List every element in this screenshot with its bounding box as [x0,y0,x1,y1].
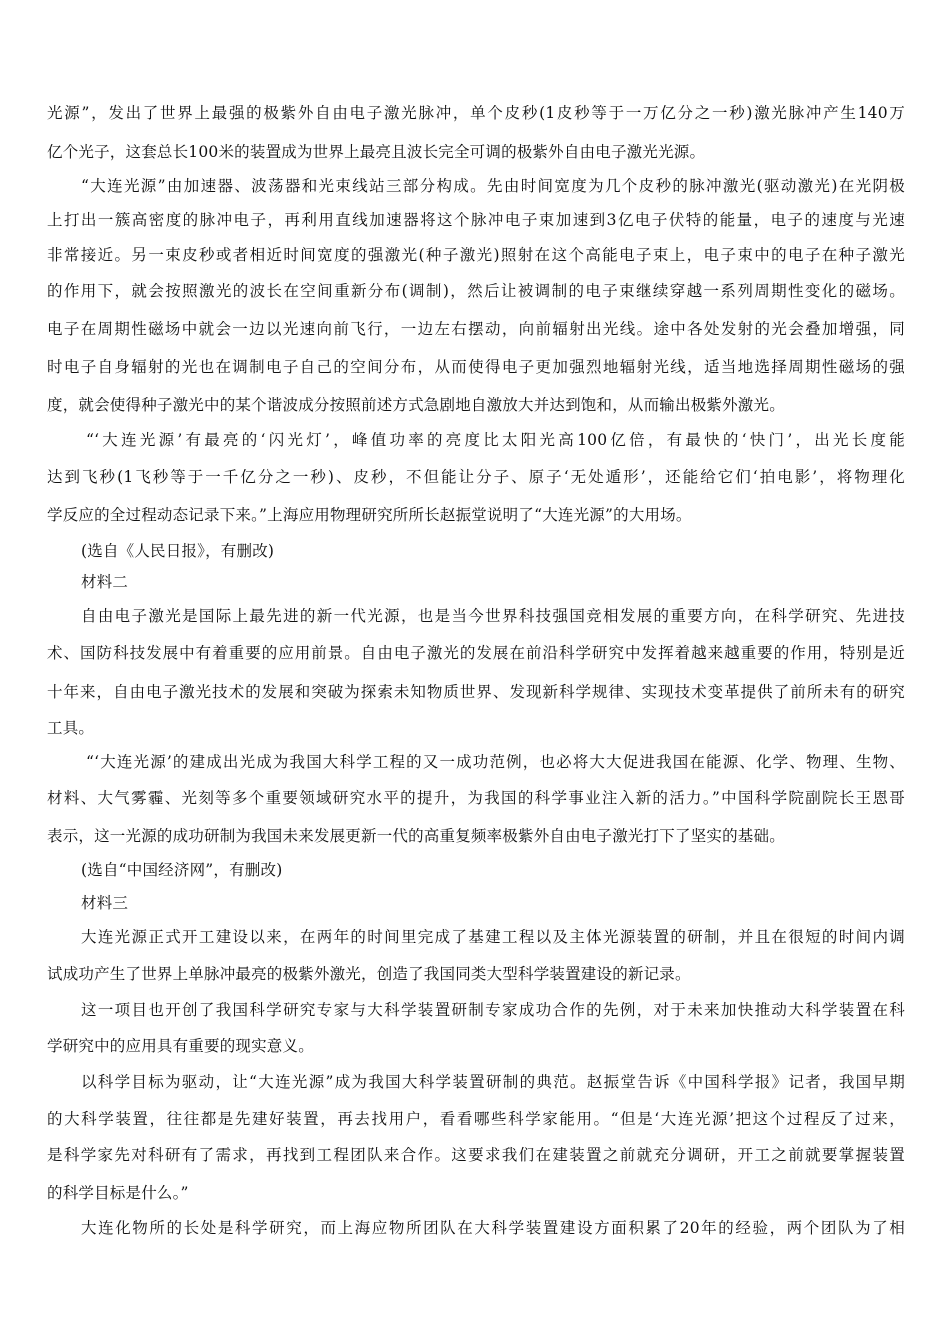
text-line: 是科学家先对科研有了需求，再找到工程团队来合作。这要求我们在建装置之前就充分调研，开工之前就要掌握装置 [47,1146,905,1164]
text-line: 的大科学装置，往往都是先建好装置，再去找用户，看看哪些科学家能用。“但是‘大连光源’把这个过程反了过来， [47,1110,905,1128]
paragraph-first-line: “‘大连光源’的建成出光成为我国大科学工程的又一成功范例，也必将大大促进我国在能源、化学、物理、生物、 [86,753,905,771]
text-line: 的作用下，就会按照激光的波长在空间重新分布(调制)，然后让被调制的电子束继续穿越一系列周期性变化的磁场。 [47,282,905,300]
source-citation: (选自“中国经济网”，有删改) [81,861,283,879]
paragraph-first-line: 大连光源正式开工建设以来，在两年的时间里完成了基建工程以及主体光源装置的研制，并且在很短的时间内调 [81,928,905,946]
paragraph-first-line: 这一项目也开创了我国科学研究专家与大科学装置研制专家成功合作的先例，对于未来加快推动大科学装置在科 [81,1001,905,1019]
section-heading: 材料二 [81,573,129,591]
text-line: 的科学目标是什么。” [47,1184,189,1202]
text-line: 电子在周期性磁场中就会一边以光速向前飞行，一边左右摆动，向前辐射出光线。途中各处发射的光会叠加增强，同 [47,320,905,338]
text-line: 亿个光子，这套总长100米的装置成为世界上最亮且波长完全可调的极紫外自由电子激光光源。 [47,143,706,161]
paragraph-first-line: “大连光源”由加速器、波荡器和光束线站三部分构成。先由时间宽度为几个皮秒的脉冲激光(驱动激光)在光阴极 [81,177,905,195]
text-line: 达到飞秒(1飞秒等于一千亿分之一秒)、皮秒，不但能让分子、原子‘无处遁形’，还能给它们‘拍电影’，将物理化 [47,468,905,486]
text-line: 非常接近。另一束皮秒或者相近时间宽度的强激光(种子激光)照射在这个高能电子束上，电子束中的电子在种子激光 [47,246,905,264]
text-line: 时电子自身辐射的光也在调制电子自己的空间分布，从而使得电子更加强烈地辐射光线，适当地选择周期性磁场的强 [47,358,905,376]
text-line: 工具。 [47,719,95,737]
section-heading: 材料三 [81,894,129,912]
text-line: 术、国防科技发展中有着重要的应用前景。自由电子激光的发展在前沿科学研究中发挥着越来越重要的作用，特别是近 [47,644,905,662]
text-line: 十年来，自由电子激光技术的发展和突破为探索未知物质世界、发现新科学规律、实现技术变革提供了前所未有的研究 [47,683,905,701]
text-line: 表示，这一光源的成功研制为我国未来发展更新一代的高重复频率极紫外自由电子激光打下了坚实的基础。 [47,827,785,845]
paragraph-first-line: 以科学目标为驱动，让“大连光源”成为我国大科学装置研制的典范。赵振堂告诉《中国科学报》记者，我国早期 [81,1073,905,1091]
text-line: 光源”，发出了世界上最强的极紫外自由电子激光脉冲，单个皮秒(1皮秒等于一万亿分之一秒)激光脉冲产生140万 [47,104,905,122]
source-citation: (选自《人民日报》，有删改) [81,542,275,560]
paragraph-first-line: “‘大连光源’有最亮的‘闪光灯’，峰值功率的亮度比太阳光高100亿倍，有最快的‘快门’，出光长度能 [86,431,905,449]
text-line: 上打出一簇高密度的脉冲电子，再利用直线加速器将这个脉冲电子束加速到3亿电子伏特的能量，电子的速度与光速 [47,211,905,229]
paragraph-first-line: 大连化物所的长处是科学研究，而上海应物所团队在大科学装置建设方面积累了20年的经验，两个团队为了相 [81,1219,905,1237]
text-line: 学研究中的应用具有重要的现实意义。 [47,1037,314,1055]
text-line: 试成功产生了世界上单脉冲最亮的极紫外激光，创造了我国同类大型科学装置建设的新记录。 [47,965,691,983]
text-line: 度，就会使得种子激光中的某个谐波成分按照前述方式急剧地自激放大并达到饱和，从而输出极紫外激光。 [47,396,785,414]
paragraph-first-line: 自由电子激光是国际上最先进的新一代光源，也是当今世界科技强国竞相发展的重要方向，在科学研究、先进技 [81,607,905,625]
text-line: 材料、大气雾霾、光刻等多个重要领域研究水平的提升，为我国的科学事业注入新的活力。”中国科学院副院长王恩哥 [47,789,905,807]
text-line: 学反应的全过程动态记录下来。”上海应用物理研究所所长赵振堂说明了“大连光源”的大用场。 [47,506,692,524]
